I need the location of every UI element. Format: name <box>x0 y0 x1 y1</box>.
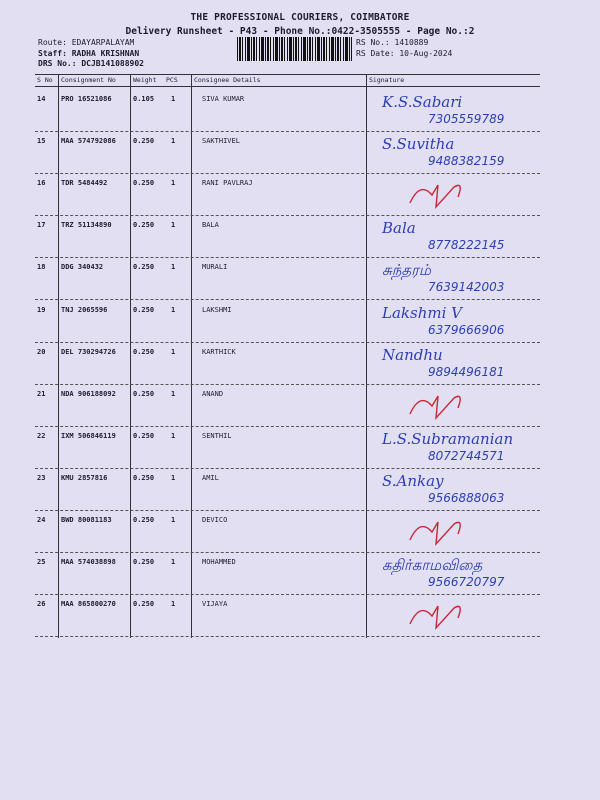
row-pcs: 1 <box>171 473 176 482</box>
row-weight: 0.250 <box>133 558 155 567</box>
row-consignment-no: KMU 2857816 <box>61 473 108 482</box>
row-sno: 14 <box>37 95 46 103</box>
column-divider <box>58 74 59 638</box>
signature-name: Bala <box>382 219 416 238</box>
row-consignment-no: DEL 730294726 <box>61 347 116 356</box>
signature-scribble <box>370 552 538 592</box>
row-sno: 24 <box>37 516 46 524</box>
row-consignment-no: PRO 16521086 <box>61 95 112 103</box>
route-label: Route: <box>38 38 67 47</box>
col-header-signature: Signature <box>369 76 405 84</box>
row-sno: 21 <box>37 389 46 398</box>
signature-scribble <box>370 468 538 508</box>
row-sno: 26 <box>37 600 46 609</box>
row-pcs: 1 <box>171 558 176 567</box>
row-weight: 0.250 <box>133 347 155 356</box>
row-consignee: ANAND <box>202 389 224 398</box>
row-weight: 0.250 <box>133 431 155 440</box>
staff-value: RADHA KRISHNAN <box>71 48 140 58</box>
row-separator <box>35 636 540 637</box>
signature-name: கதிர்காமவிதை <box>382 556 483 575</box>
signature-scribble <box>370 300 538 340</box>
row-pcs: 1 <box>171 179 176 188</box>
signature-name: Lakshmi V <box>382 303 462 322</box>
col-header-consignee: Consignee Details <box>194 76 261 84</box>
signature-scribble <box>370 257 538 297</box>
row-consignee: DEVICO <box>202 516 228 524</box>
row-consignee: SAKTHIVEL <box>202 137 240 146</box>
row-pcs: 1 <box>171 347 176 356</box>
signature-name: L.S.Subramanian <box>382 429 514 448</box>
delivery-check-mark <box>410 185 460 207</box>
row-consignment-no: TRZ 51134890 <box>61 221 112 230</box>
col-header-pcs: PCS <box>166 76 178 84</box>
signature-scribble <box>370 426 538 466</box>
row-consignment-no: BWD 80081183 <box>61 516 112 524</box>
staff-label: Staff: <box>38 48 67 58</box>
delivery-check-mark <box>410 396 460 418</box>
column-divider <box>366 74 367 638</box>
row-consignee: AMIL <box>202 473 219 482</box>
row-consignment-no: TDR 5484492 <box>61 179 108 188</box>
signature-scribble <box>370 215 538 255</box>
row-weight: 0.250 <box>133 179 155 188</box>
signature-scribble <box>370 131 538 171</box>
signature-phone: 9488382159 <box>428 154 505 169</box>
row-weight: 0.250 <box>133 263 155 272</box>
rs-date-value: 10-Aug-2024 <box>399 48 453 58</box>
row-sno: 23 <box>37 473 46 482</box>
row-sno: 16 <box>37 179 46 188</box>
signature-name: K.S.Sabari <box>382 93 463 111</box>
row-consignee: RANI PAVLRAJ <box>202 179 253 188</box>
signature-name: S.Suvitha <box>382 135 455 154</box>
row-weight: 0.250 <box>133 600 155 609</box>
row-pcs: 1 <box>171 137 176 146</box>
row-consignee: KARTHICK <box>202 347 236 356</box>
row-pcs: 1 <box>171 389 176 398</box>
table-header-border <box>35 86 540 87</box>
signature-name: சுந்தரம் <box>382 261 431 280</box>
column-divider <box>191 74 192 638</box>
signature-phone: 8072744571 <box>428 448 505 463</box>
signature-scribble <box>370 342 538 382</box>
row-consignee: LAKSHMI <box>202 305 232 314</box>
row-sno: 22 <box>37 431 46 440</box>
signature-name: Nandhu <box>382 345 443 364</box>
drs-label: DRS No.: <box>38 59 77 68</box>
column-divider <box>130 74 131 638</box>
delivery-check-mark <box>410 522 460 544</box>
row-weight: 0.250 <box>133 305 155 314</box>
row-sno: 20 <box>37 347 46 356</box>
row-weight: 0.250 <box>133 137 155 146</box>
row-consignee: SIVA KUMAR <box>202 95 245 103</box>
row-consignee: VIJAYA <box>202 600 228 609</box>
delivery-check-mark <box>410 606 460 628</box>
route-value: EDAYARPALAYAM <box>71 38 135 47</box>
row-sno: 15 <box>37 137 46 146</box>
col-header-weight: Weight <box>133 76 157 84</box>
col-header-consignment: Consignment No <box>61 76 116 84</box>
signature-phone: 7639142003 <box>428 280 505 295</box>
row-consignee: BALA <box>202 221 219 230</box>
row-consignment-no: TNJ 2065596 <box>61 305 108 314</box>
col-header-sno: S No <box>37 76 53 84</box>
signature-phone: 9566888063 <box>428 490 505 505</box>
signature-phone: 8778222145 <box>428 238 505 253</box>
row-weight: 0.250 <box>133 516 155 524</box>
row-pcs: 1 <box>171 95 176 103</box>
row-pcs: 1 <box>171 305 176 314</box>
row-consignment-no: MAA 865800270 <box>61 600 116 609</box>
rs-no-label: RS No.: <box>356 38 390 47</box>
barcode <box>237 37 352 61</box>
signature-scribble <box>370 173 538 213</box>
signature-phone: 9894496181 <box>428 364 505 379</box>
rs-date-label: RS Date: <box>356 48 395 58</box>
runsheet-right-header <box>356 38 452 59</box>
drs-value: DCJB141088902 <box>81 59 144 68</box>
row-consignment-no: MAA 574792086 <box>61 137 116 146</box>
signature-phone: 7305559789 <box>428 112 505 126</box>
row-sno: 18 <box>37 263 46 272</box>
signature-phone: 6379666906 <box>428 322 505 337</box>
row-consignment-no: MAA 574038898 <box>61 558 116 567</box>
signature-name: S.Ankay <box>382 471 444 490</box>
row-weight: 0.250 <box>133 473 155 482</box>
row-pcs: 1 <box>171 600 176 609</box>
table-top-border <box>35 74 540 75</box>
row-consignment-no: IXM 506846119 <box>61 431 116 440</box>
row-pcs: 1 <box>171 516 176 524</box>
runsheet-subtitle: Delivery Runsheet - P43 - Phone No.:0422-3505555 - Page No.:2 <box>125 26 475 37</box>
row-pcs: 1 <box>171 431 176 440</box>
row-consignee: SENTHIL <box>202 431 232 440</box>
runsheet-title: THE PROFESSIONAL COURIERS, COIMBATORE <box>190 12 410 23</box>
runsheet-left-header <box>38 38 144 70</box>
row-consignee: MOHAMMED <box>202 558 236 567</box>
row-pcs: 1 <box>171 221 176 230</box>
signature-scribble <box>370 510 538 550</box>
row-consignment-no: DDG 340432 <box>61 263 104 272</box>
rs-no-value: 1410889 <box>394 38 429 47</box>
row-sno: 25 <box>37 558 46 567</box>
row-sno: 17 <box>37 221 46 230</box>
signature-scribble <box>370 384 538 424</box>
signature-phone: 9566720797 <box>428 575 505 590</box>
signature-scribble <box>370 89 538 129</box>
signature-scribble <box>370 594 538 634</box>
row-sno: 19 <box>37 305 46 314</box>
row-pcs: 1 <box>171 263 176 272</box>
row-consignee: MURALI <box>202 263 228 272</box>
row-weight: 0.105 <box>133 95 155 103</box>
row-consignment-no: NDA 906188092 <box>61 389 116 398</box>
row-weight: 0.250 <box>133 221 155 230</box>
row-weight: 0.250 <box>133 389 155 398</box>
